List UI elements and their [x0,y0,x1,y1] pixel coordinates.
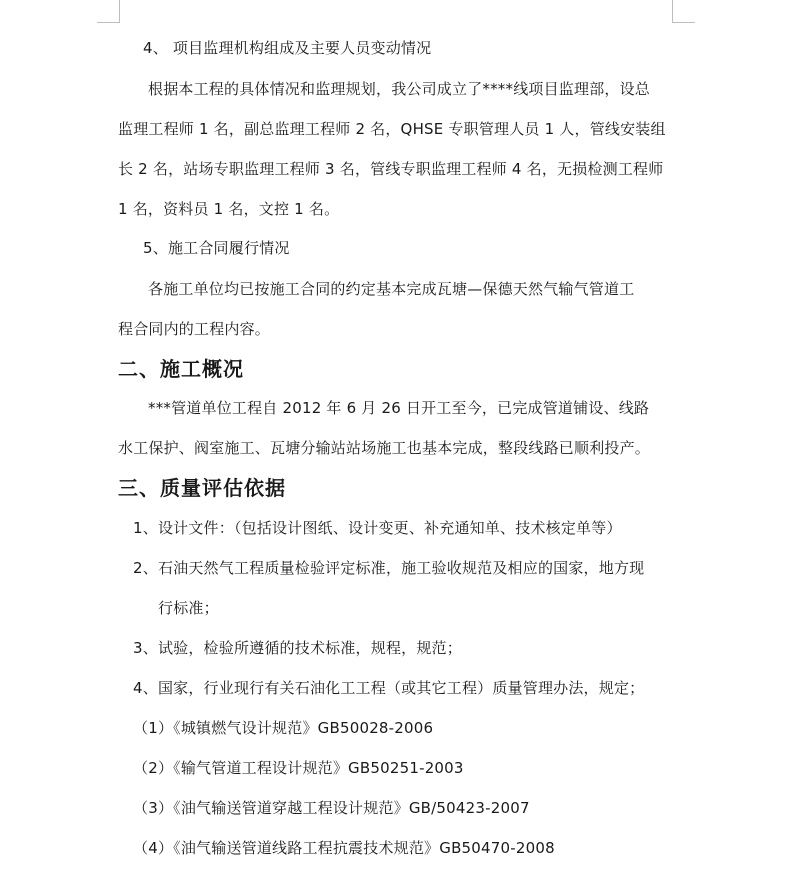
chapter-2-para-line-2: 水工保护、阀室施工、瓦塘分输站站场施工也基本完成，整段线路已顺利投产。 [118,439,651,457]
chapter-2-para-line-1: ***管道单位工程自 2012 年 6 月 26 日开工至今，已完成管道铺设、线路 [148,399,650,417]
basis-item-3: 3、试验，检验所遵循的技术标准，规程，规范； [133,639,462,657]
standard-item-2: （2）《输气管道工程设计规范》GB50251-2003 [133,759,464,777]
standard-item-3: （3）《油气输送管道穿越工程设计规范》GB/50423-2007 [133,799,530,817]
standard-item-1: （1）《城镇燃气设计规范》GB50028-2006 [133,719,434,737]
basis-item-4: 4、国家，行业现行有关石油化工工程（或其它工程）质量管理办法，规定； [133,679,645,697]
page-corner-mark-left [97,0,120,23]
section-4-para-line-2: 监理工程师 1 名，副总监理工程师 2 名，QHSE 专职管理人员 1 人，管线安装组 [118,120,666,138]
basis-item-2: 2、石油天然气工程质量检验评定标准，施工验收规范及相应的国家，地方现 [133,559,645,577]
basis-item-2-continued: 行标准； [158,599,219,617]
basis-item-1: 1、设计文件：（包括设计图纸、设计变更、补充通知单、技术核定单等） [133,519,622,537]
section-4-para-line-4: 1 名，资料员 1 名，文控 1 名。 [118,200,340,218]
section-4-para-line-1: 根据本工程的具体情况和监理规划，我公司成立了****线项目监理部，设总 [148,80,651,98]
chapter-3-heading: 三、质量评估依据 [118,476,286,500]
section-5-title: 5、施工合同履行情况 [143,239,290,257]
standard-item-4: （4）《油气输送管道线路工程抗震技术规范》GB50470-2008 [133,839,555,857]
section-4-para-line-3: 长 2 名，站场专职监理工程师 3 名，管线专职监理工程师 4 名，无损检测工程师 [118,160,664,178]
page-corner-mark-right [672,0,695,23]
chapter-2-heading: 二、施工概况 [118,357,244,381]
section-5-para-line-1: 各施工单位均已按施工合同的约定基本完成瓦塘—保德天然气输气管道工 [148,280,635,298]
section-5-para-line-2: 程合同内的工程内容。 [118,320,271,338]
section-4-title: 4、 项目监理机构组成及主要人员变动情况 [143,39,432,57]
